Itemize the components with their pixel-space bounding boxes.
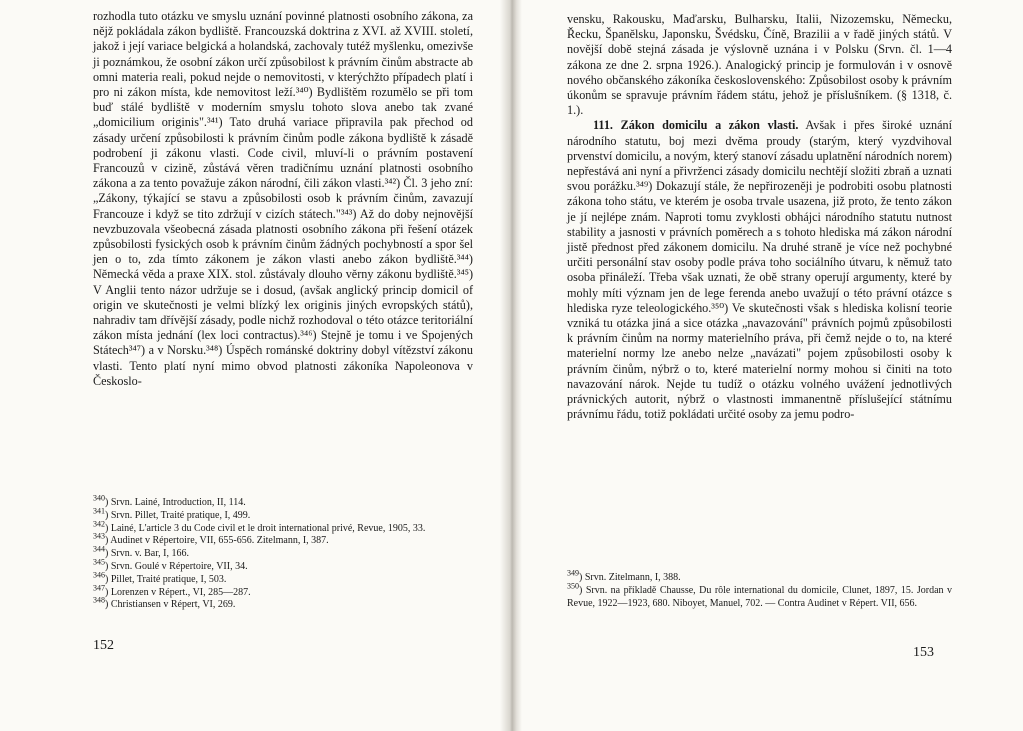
section-text: Avšak i přes široké uznání národního statutu, boj mezi dvěma proudy (starým, který vyzdvihoval prvenství domicilu, a novým, který stanoví zásadu uplatnění národních norem) nepřestává ani nyní a přivrženci zásady domicilu nechtějí složiti zbraň a uznati svou porážku.³⁴⁹) Dokazují stále, že nepřirozeněji je podrobiti osobu platnosti zákona toho státu, ve kterém je osoba trvale usazena, již proto, že tento zákon je jí nejlépe znám. Naproti tomu zvyklosti obhájci národního statutu nutnost stability a jasnosti v právních poměrech a s tohoto hlediska má zákon národní jistě přednost před zákonem domicilu. Na druhé straně je více než pochybné určiti personální stav osoby podle práva toho sociálního útvaru, k němuž tato osoba přináleží. Třeba však uznati, že obě strany operují argumenty, které by mohly míti význam jen de lege ferenda anebo uvažují o této právní otázce s hlediska ryze teleologického.³⁵⁰) Ve skutečnosti však s hlediska kolisní teorie vzniká tu otázka jiná a sice otázka „navazování" právních pojmů způsobilosti k právním činům na normy materielního práva, při čemž nejde o to, na které materielní normy lze anebo nelze „navázati" pojem způsobilosti osoby k právním činům, nýbrž o to, které materielní normy mohou si činiti na toto navazování nárok. Nejde tu tudíž o otázku volného uvážení jednotlivých právnických autorit, nýbrž o vlastnosti immanentně příslušející státnímu právnímu řádu, totiž pokládati určité osoby za jemu podro-	[567, 118, 953, 422]
footnote-340: $^{340}$) Srvn. Lainé, Introduction, II, 114.	[93, 493, 246, 508]
footnote-mark: 346	[93, 570, 105, 580]
footnote-345: $^{345}$) Srvn. Goulé v Répertoire, VII, 34.	[93, 557, 248, 572]
right-page-section-paragraph	[567, 118, 952, 422]
footnote-348: $^{348}$) Christiansen v Répert, VI, 269.	[93, 596, 236, 611]
footnote-text: Srvn. Pillet, Traité pratique, I, 499.	[110, 509, 251, 521]
footnote-mark: 345	[93, 557, 105, 567]
footnote-mark: 340	[93, 493, 105, 503]
footnote-text: Srvn. v. Bar, I, 166.	[110, 548, 189, 560]
footnote-text: Srvn. na příkladě Chausse, Du rôle international du domicile, Clunet, 1897, 15. Jordan v Revue, 1922—1923, 680. Niboyet, Manuel, 702. — Contra Audinet v Répert. VII, 656.	[567, 584, 952, 609]
footnote-mark: 343	[93, 532, 105, 542]
footnote-text: Lainé, L'article 3 du Code civil et le droit international privé, Revue, 1905, 33.	[110, 522, 426, 534]
footnote-text: Srvn. Goulé v Répertoire, VII, 34.	[110, 560, 248, 572]
page-number-left: 152	[93, 638, 114, 653]
footnote-text: Audinet v Répertoire, VII, 655-656. Zitelmann, I, 387.	[110, 535, 329, 547]
right-page-body	[567, 12, 952, 422]
footnote-mark: 341	[93, 506, 105, 516]
footnote-mark: 344	[93, 544, 105, 554]
footnote-347: $^{347}$) Lorenzen v Répert., VI, 285—287.	[93, 583, 251, 598]
left-page-paragraph: rozhodla tuto otázku ve smyslu uznání povinné platnosti osobního zákona, za nějž pokládala zákon bydliště. Francouzská doktrina z XVI. až XVIII. století, jakož i její variace belgická a holandská, zachovaly tutéž myšlenku, omezivše ji poznámkou, že osobní zákon určí způsobilost k právním činům abstracte ab omni materia reali, pokud nejde o nemovitosti, v kterýchžto případech platí i pro ni zákon místa, kde nemovitost leží.³⁴⁰) Bydlištěm rozumělo se při tom buď stálé bydliště v moderním smyslu tohoto slova anebo tak zvané „domicilium originis".³⁴¹) Tato druhá variace připravila pak přechod od zásady určení způsobilosti k právním činům podle zákona bydliště k zásadě podrobení ji zákonu vlasti. Code civil, mluví-li o právním postavení Francouzů v cizině, zůstává věren tradičnímu uznání platnosti osobního zákona a za tento považuje zákon národní, čili zákon vlasti.³⁴²) Čl. 3 jeho zní: „Zákony, týkající se stavu a způsobilosti osob k právním činům, zavazují Francouze i když se tito zdržují v cizích státech."³⁴³) Až do doby nejnovější nevzbuzovala všeobecná zásada platnosti osobního zákona při řešení otázek způsobilosti fysických osob k právním činům žádných pochybností a spor šel jen o to, zda tímto zákonem je zákon vlasti anebo zákon bydliště.³⁴⁴) Německá věda a praxe XIX. stol. zůstávaly dlouho věrny zákonu bydliště.³⁴⁵) V Anglii tento názor udržuje se i dosud, (avšak anglický princip domicil of origin ve skutečnosti je velmi blízký lex originis jiných evropských států), nahradiv tam dřívější zásady, podle nichž rozhodoval o této otázce teritoriální zákon místa jednání (lex loci contractus).³⁴⁶) Stejně je tomu i ve Spojených Státech³⁴⁷) a v Norsku.³⁴⁸) Úspěch románské doktriny dobyl vítězství zákonu vlasti. Tento platí nyní mimo obvod platnosti zákoníka Napoleonova v Českoslo-	[93, 9, 473, 388]
footnote-349: $^{349}$) Srvn. Zitelmann, I, 388.	[567, 568, 681, 583]
footnote-346: $^{346}$) Pillet, Traité pratique, I, 503.	[93, 570, 227, 585]
section-heading: 111. Zákon domicilu a zákon vlasti.	[593, 118, 799, 133]
footnote-342: $^{342}$) Lainé, L'article 3 du Code civil et le droit international privé, Revue, 1905, 33.	[93, 519, 426, 534]
right-page-footnotes	[567, 568, 952, 610]
footnote-mark: 350	[567, 581, 579, 591]
left-page	[0, 0, 508, 731]
footnote-text: Pillet, Traité pratique, I, 503.	[110, 573, 227, 585]
left-page-body	[93, 9, 473, 389]
left-page-footnotes	[93, 493, 473, 612]
footnote-text: Srvn. Zitelmann, I, 388.	[584, 572, 681, 583]
footnote-mark: 348	[93, 596, 105, 606]
footnote-mark: 347	[93, 583, 105, 593]
footnote-341: $^{341}$) Srvn. Pillet, Traité pratique, I, 499.	[93, 506, 251, 521]
right-page	[516, 0, 1023, 731]
footnote-344: $^{344}$) Srvn. v. Bar, I, 166.	[93, 544, 189, 560]
footnote-mark: 349	[567, 568, 579, 578]
footnote-text: Srvn. Lainé, Introduction, II, 114.	[110, 497, 246, 508]
page-number-right: 153	[913, 645, 934, 660]
right-page-intro-paragraph: vensku, Rakousku, Maďarsku, Bulharsku, Italii, Nizozemsku, Německu, Řecku, Španělsku, Japonsku, Švédsku, Číně, Brazilii a v řadě jiných států. V novější době stejná zásada je výslovně uznána i v Polsku (Srvn. čl. 1—4 zákona ze dne 2. srpna 1926.). Analogický princip je formulován i v osnově nového občanského zákoníka československého: Způsobilost osoby k právním úkonům se spravuje právním řádem státu, jehož je příslušníkem. (§ 1318, č. 1.).	[567, 12, 952, 118]
footnote-text: Lorenzen v Répert., VI, 285—287.	[110, 586, 251, 598]
footnote-343: $^{343}$) Audinet v Répertoire, VII, 655-656. Zitelmann, I, 387.	[93, 532, 329, 547]
footnote-350: $^{350}$) Srvn. na příkladě Chausse, Du rôle international du domicile, Clunet, 1897, 15. Jordan v Revue, 1922—1923, 680. Niboyet, Manuel, 702. — Contra Audinet v Répert. VII, 656.	[567, 581, 952, 609]
footnote-text: Christiansen v Répert, VI, 269.	[110, 599, 236, 611]
footnote-mark: 342	[93, 519, 105, 529]
